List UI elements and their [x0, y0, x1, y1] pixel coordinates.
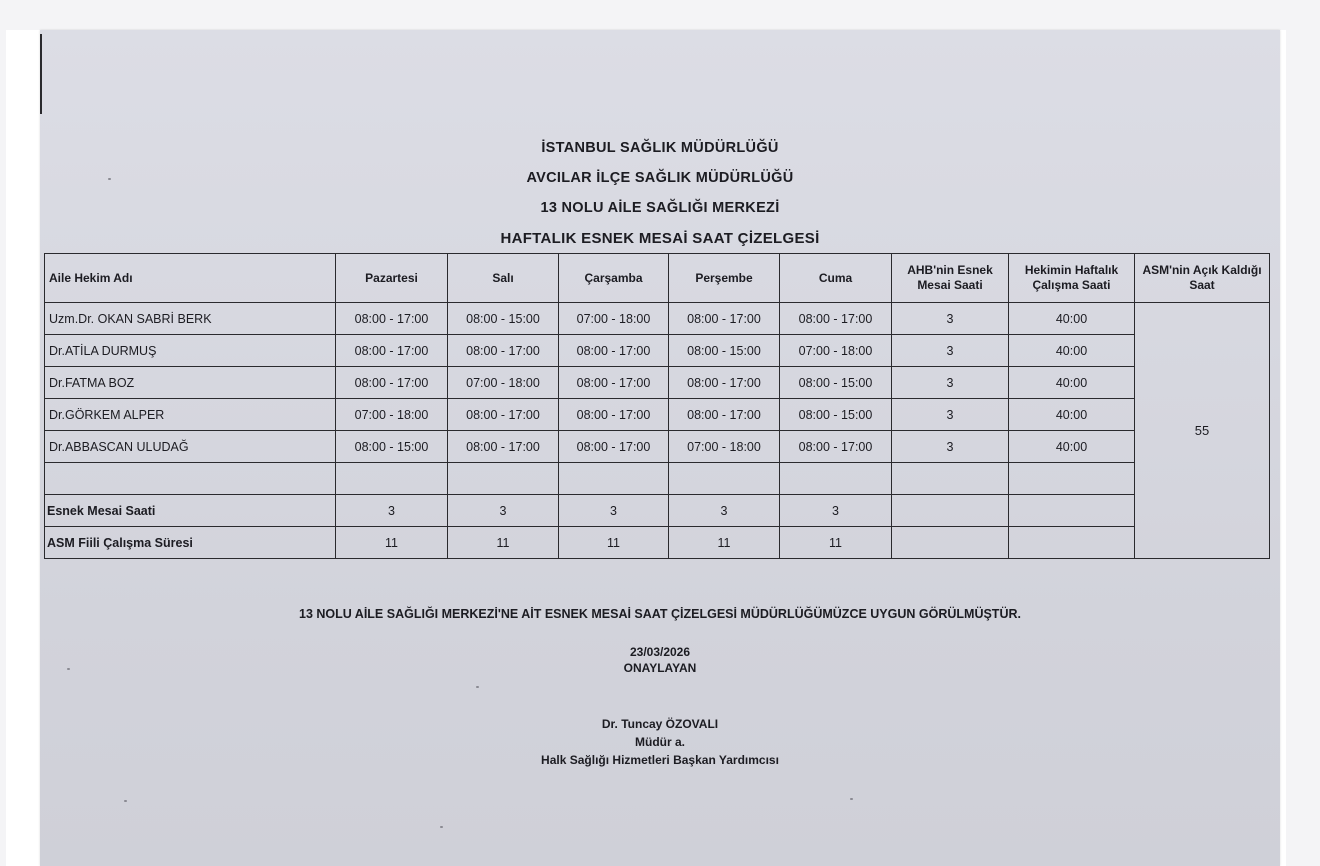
empty-cell — [336, 463, 448, 495]
paper-edge-shadow — [40, 34, 42, 114]
paper-speck — [124, 800, 127, 802]
thursday-hours: 08:00 - 17:00 — [669, 399, 780, 431]
empty-cell — [780, 463, 892, 495]
col-header-friday: Cuma — [780, 254, 892, 303]
empty-cell — [45, 463, 336, 495]
weekly-hours: 40:00 — [1009, 303, 1135, 335]
empty-cell — [1009, 527, 1135, 559]
flex-hours: 3 — [892, 303, 1009, 335]
col-header-open-hours: ASM'nin Açık Kaldığı Saat — [1135, 254, 1270, 303]
doctor-name: Dr.ABBASCAN ULUDAĞ — [45, 431, 336, 463]
weekly-hours: 40:00 — [1009, 399, 1135, 431]
thursday-hours: 07:00 - 18:00 — [669, 431, 780, 463]
col-header-thursday: Perşembe — [669, 254, 780, 303]
empty-cell — [669, 463, 780, 495]
col-header-flex-hours: AHB'nin Esnek Mesai Saati — [892, 254, 1009, 303]
thursday-hours: 08:00 - 17:00 — [669, 367, 780, 399]
tuesday-hours: 08:00 - 17:00 — [448, 431, 559, 463]
table-row — [45, 303, 1270, 335]
monday-hours: 07:00 - 18:00 — [336, 399, 448, 431]
doctor-name: Dr.GÖRKEM ALPER — [45, 399, 336, 431]
monday-hours: 08:00 - 15:00 — [336, 431, 448, 463]
thursday-hours: 08:00 - 17:00 — [669, 303, 780, 335]
empty-cell — [892, 463, 1009, 495]
empty-row — [45, 463, 1270, 495]
empty-cell — [1009, 495, 1135, 527]
flex-summary-label: Esnek Mesai Saati — [45, 495, 336, 527]
signer-name: Dr. Tuncay ÖZOVALI — [601, 717, 719, 731]
wednesday-hours: 07:00 - 18:00 — [559, 303, 669, 335]
friday-hours: 08:00 - 17:00 — [780, 303, 892, 335]
friday-hours: 08:00 - 17:00 — [780, 431, 892, 463]
table-row — [45, 367, 1270, 399]
wednesday-hours: 08:00 - 17:00 — [559, 399, 669, 431]
monday-hours: 08:00 - 17:00 — [336, 367, 448, 399]
flex-summary-tuesday: 3 — [448, 495, 559, 527]
flex-summary-wednesday: 3 — [559, 495, 669, 527]
thursday-hours: 08:00 - 15:00 — [669, 335, 780, 367]
empty-cell — [559, 463, 669, 495]
empty-cell — [892, 527, 1009, 559]
col-header-weekly-hours: Hekimin Haftalık Çalışma Saati — [1009, 254, 1135, 303]
tuesday-hours: 08:00 - 15:00 — [448, 303, 559, 335]
paper-speck — [440, 826, 443, 828]
wednesday-hours: 08:00 - 17:00 — [559, 335, 669, 367]
monday-hours: 08:00 - 17:00 — [336, 335, 448, 367]
schedule-table — [44, 253, 1270, 559]
col-header-tuesday: Salı — [448, 254, 559, 303]
open-hours-value: 55 — [1135, 303, 1270, 559]
empty-cell — [448, 463, 559, 495]
actual-summary-friday: 11 — [780, 527, 892, 559]
document-title: HAFTALIK ESNEK MESAİ SAAT ÇİZELGESİ — [500, 230, 820, 247]
weekly-hours: 40:00 — [1009, 335, 1135, 367]
approval-date: 23/03/2026 — [629, 645, 691, 659]
table-row — [45, 335, 1270, 367]
flex-summary-monday: 3 — [336, 495, 448, 527]
signer-title: Müdür a. — [635, 735, 685, 749]
flex-hours: 3 — [892, 367, 1009, 399]
wednesday-hours: 08:00 - 17:00 — [559, 367, 669, 399]
actual-summary-label: ASM Fiili Çalışma Süresi — [45, 527, 336, 559]
weekly-hours: 40:00 — [1009, 367, 1135, 399]
tuesday-hours: 08:00 - 17:00 — [448, 399, 559, 431]
col-header-wednesday: Çarşamba — [559, 254, 669, 303]
tuesday-hours: 07:00 - 18:00 — [448, 367, 559, 399]
actual-summary-row — [45, 527, 1270, 559]
paper-speck — [850, 798, 853, 800]
signer-department: Halk Sağlığı Hizmetleri Başkan Yardımcısı — [541, 753, 779, 767]
wednesday-hours: 08:00 - 17:00 — [559, 431, 669, 463]
flex-hours: 3 — [892, 431, 1009, 463]
empty-cell — [1009, 463, 1135, 495]
header-district: AVCILAR İLÇE SAĞLIK MÜDÜRLÜĞÜ — [526, 170, 794, 186]
actual-summary-tuesday: 11 — [448, 527, 559, 559]
doctor-name: Dr.ATİLA DURMUŞ — [45, 335, 336, 367]
flex-hours: 3 — [892, 399, 1009, 431]
header-center: 13 NOLU AİLE SAĞLIĞI MERKEZİ — [540, 200, 780, 216]
header-ministry: İSTANBUL SAĞLIK MÜDÜRLÜĞÜ — [541, 140, 779, 156]
flex-hours: 3 — [892, 335, 1009, 367]
monday-hours: 08:00 - 17:00 — [336, 303, 448, 335]
table-header-row — [45, 254, 1270, 303]
actual-summary-thursday: 11 — [669, 527, 780, 559]
approved-by-label: ONAYLAYAN — [623, 661, 697, 675]
doctor-name: Uzm.Dr. OKAN SABRİ BERK — [45, 303, 336, 335]
friday-hours: 08:00 - 15:00 — [780, 399, 892, 431]
weekly-hours: 40:00 — [1009, 431, 1135, 463]
friday-hours: 08:00 - 15:00 — [780, 367, 892, 399]
table-row — [45, 399, 1270, 431]
empty-cell — [892, 495, 1009, 527]
tuesday-hours: 08:00 - 17:00 — [448, 335, 559, 367]
approval-statement: 13 NOLU AİLE SAĞLIĞI MERKEZİ'NE AİT ESNEK MESAİ SAAT ÇİZELGESİ MÜDÜRLÜĞÜMÜZCE UYGUN GÖRÜLMÜŞTÜR. — [299, 607, 1021, 621]
paper-speck — [476, 686, 479, 688]
table-row — [45, 431, 1270, 463]
actual-summary-monday: 11 — [336, 527, 448, 559]
col-header-monday: Pazartesi — [336, 254, 448, 303]
friday-hours: 07:00 - 18:00 — [780, 335, 892, 367]
col-header-name: Aile Hekim Adı — [45, 254, 336, 303]
doctor-name: Dr.FATMA BOZ — [45, 367, 336, 399]
flex-summary-row — [45, 495, 1270, 527]
actual-summary-wednesday: 11 — [559, 527, 669, 559]
flex-summary-thursday: 3 — [669, 495, 780, 527]
flex-summary-friday: 3 — [780, 495, 892, 527]
